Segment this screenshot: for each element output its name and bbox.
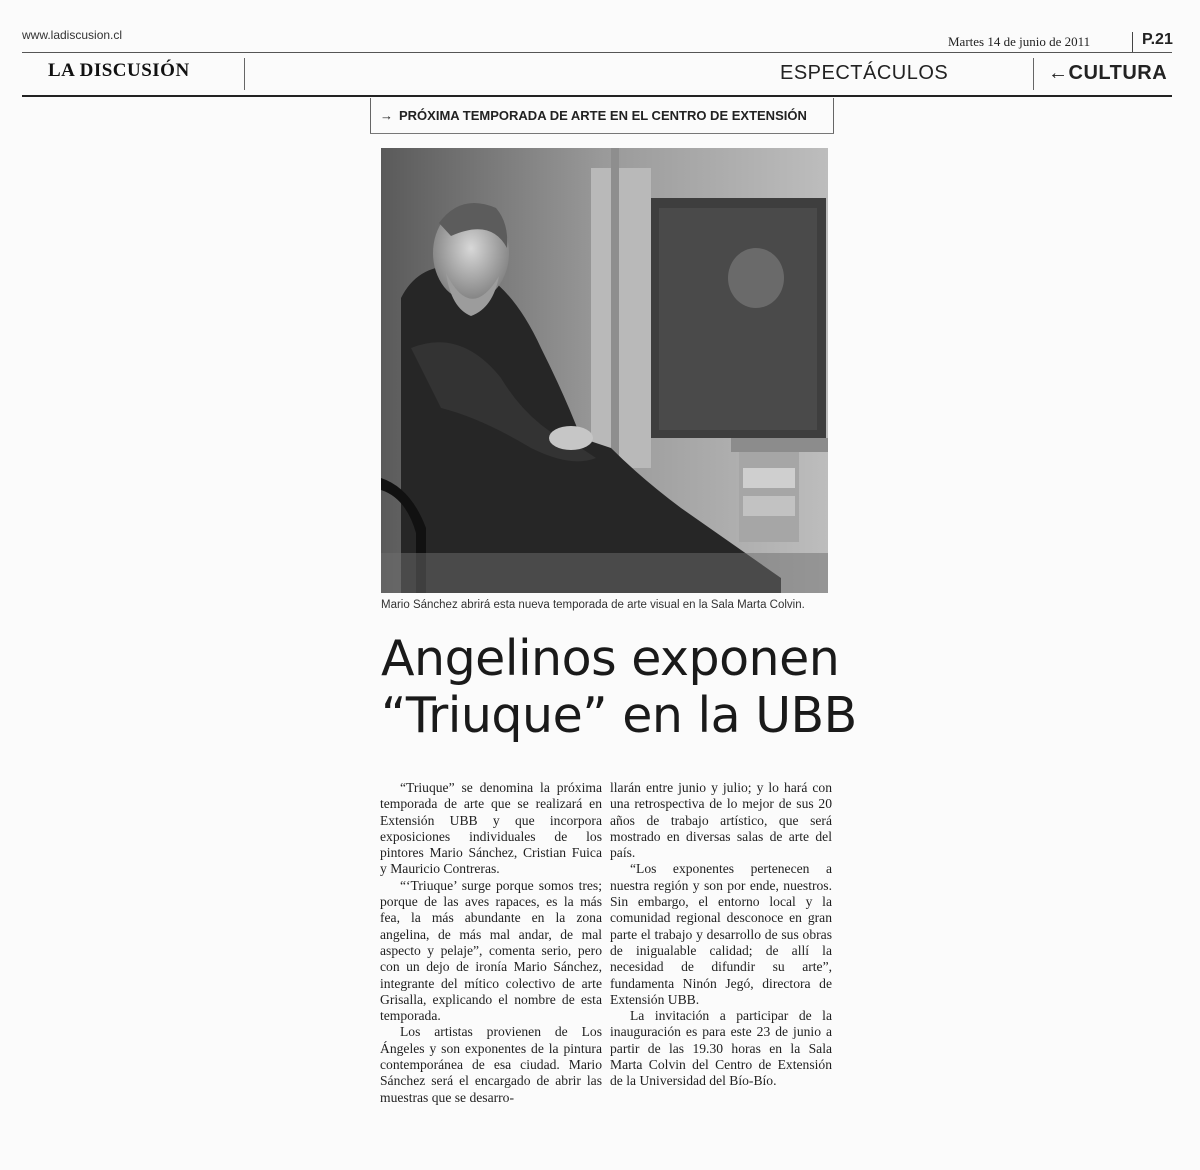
issue-date: Martes 14 de junio de 2011 bbox=[948, 34, 1091, 49]
artist-portrait-image bbox=[381, 148, 828, 593]
paragraph: “‘Triuque’ surge porque somos tres; porque de las aves rapaces, es la más fea, la más abundante en la zona angelina, de más mal andar, de mal aspecto y pelaje”, comenta serio, pero con un dejo de ironía Mario Sánchez, integrante del mítico colectivo de arte Grisalla, explicando el nombre de esta temporada. bbox=[380, 877, 602, 1024]
paragraph: “Los exponentes pertenecen a nuestra región y son por ende, nuestros. Sin embargo, el entorno local y la comunidad regional desconoce en gran parte el trabajo y desarrollo de sus obras de inigualable calidad; de allí la necesidad de difundir su arte”, fundamenta Ninón Jegó, directora de Extensión UBB. bbox=[610, 861, 832, 1007]
left-arrow-icon: ← bbox=[1048, 62, 1069, 84]
newspaper-masthead: LA DISCUSIÓN bbox=[48, 60, 190, 81]
site-url: www.ladiscusion.cl bbox=[22, 28, 123, 42]
subsection-label: CULTURA bbox=[1068, 62, 1168, 84]
article-photo bbox=[381, 148, 828, 593]
article-headline bbox=[381, 630, 857, 744]
paragraph: Los artistas provienen de Los Ángeles y son exponentes de la pintura contemporánea de esa ciudad. Mario Sánchez será el encargado de abrir las muestras que se desarro- bbox=[380, 1024, 602, 1105]
paragraph: La invitación a participar de la inauguración es para este 23 de junio a partir de las 19.30 horas en la Sala Marta Colvin del Centro de Extensión de la Universidad del Bío-Bío. bbox=[610, 1008, 832, 1089]
headline-line-1: Angelinos exponen bbox=[381, 630, 840, 687]
section-title: ESPECTÁCULOS bbox=[780, 62, 949, 84]
header-rule-bottom bbox=[22, 95, 1172, 97]
kicker-text: PRÓXIMA TEMPORADA DE ARTE EN EL CENTRO DE EXTENSIÓN bbox=[399, 108, 807, 123]
paragraph: “Triuque” se denomina la próxima temporada de arte que se realizará en Extensión UBB y que incorpora exposiciones individuales de los pintores Mario Sánchez, Cristian Fuica y Mauricio Contreras. bbox=[380, 780, 602, 877]
paragraph: llarán entre junio y julio; y lo hará con una retrospectiva de lo mejor de sus 20 años de trabajo artístico, que será mostrado en diversas salas de arte del país. bbox=[610, 780, 832, 861]
page-number-divider bbox=[1132, 32, 1133, 52]
header-rule-top bbox=[22, 52, 1172, 53]
article-body-column-1 bbox=[380, 780, 602, 1106]
right-arrow-icon: → bbox=[380, 108, 393, 123]
photo-caption: Mario Sánchez abrirá esta nueva temporada de arte visual en la Sala Marta Colvin. bbox=[381, 599, 805, 611]
article-body-column-2 bbox=[610, 780, 832, 1090]
page-number: P.21 bbox=[1142, 31, 1173, 48]
kicker-rule bbox=[370, 133, 834, 134]
article-kicker bbox=[380, 108, 807, 123]
headline-line-2: “Triuque” en la UBB bbox=[381, 687, 857, 744]
masthead-divider bbox=[244, 58, 245, 90]
column-rule-right bbox=[833, 98, 834, 134]
subsection-title bbox=[1048, 62, 1167, 85]
section-divider bbox=[1033, 58, 1034, 90]
column-rule-left bbox=[370, 98, 371, 134]
